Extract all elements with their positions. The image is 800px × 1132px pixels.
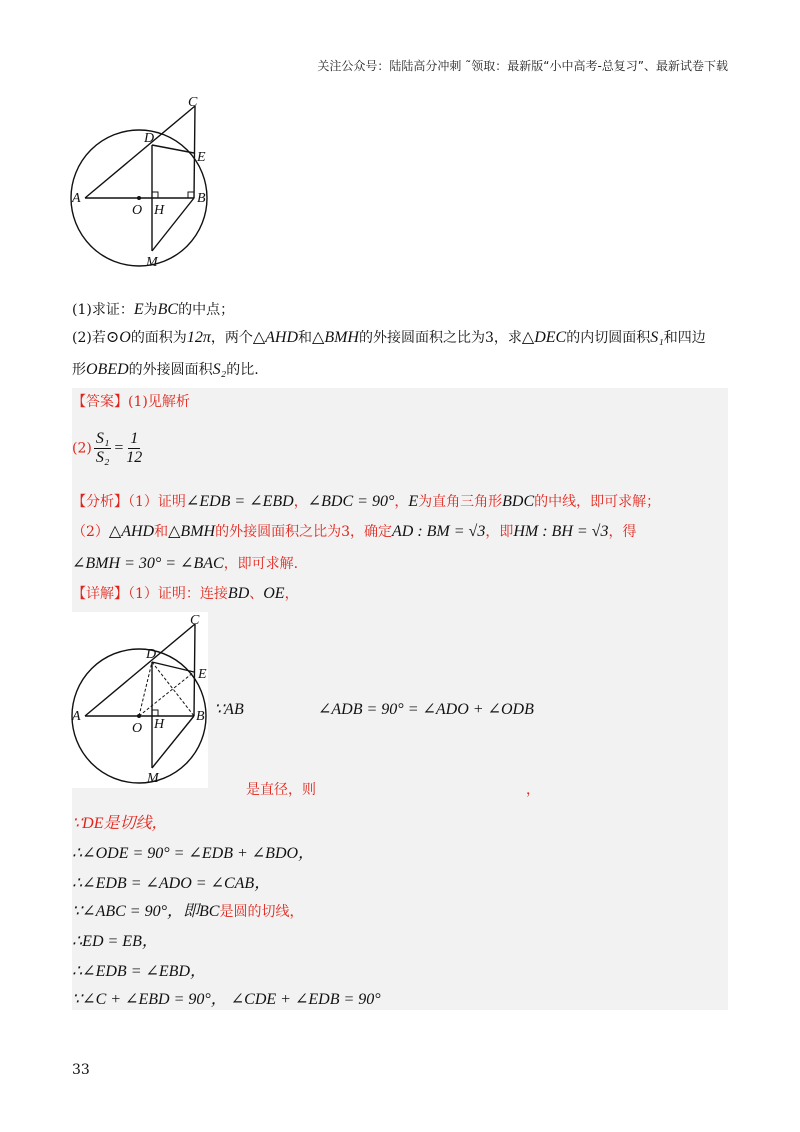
detail-line1: 【详解】（1）证明：连接BD、OE， — [72, 585, 299, 602]
answer-line1: 【答案】(1)见解析 — [72, 394, 190, 410]
analysis-line1: 【分析】（1）证明∠EDB = ∠EBD，∠BDC = 90°，E为直角三角形BDC的中线，即可求解； — [72, 493, 661, 510]
question-2-line1: (2)若⊙O的面积为12π，两个△AHD和△BMH的外接圆面积之比为3，求△DEC的内切圆面积S₁和四边 — [72, 329, 706, 346]
detail-row-ab: ∵AB — [214, 701, 244, 718]
answer-line2: (2) $\frac{\text{S₁}}{\text{S₂}}$ = $\frac{1}{12}$ — [72, 430, 143, 466]
label-B-2: B — [196, 709, 205, 724]
label-O: O — [132, 203, 143, 218]
label-A-2: A — [72, 709, 81, 724]
label-C-2: C — [190, 613, 200, 628]
analysis-line3: ∠BMH = 30° = ∠BAC，即可求解. — [72, 555, 299, 572]
detail-step-5: ∴ED = EB， — [72, 933, 158, 950]
label-M: M — [146, 255, 158, 270]
label-E: E — [197, 150, 206, 165]
page-header: 关注公众号：陆陆高分冲刺 ˜领取：最新版“小中高考-总复习”、最新试卷下载 — [317, 59, 728, 73]
geometry-figure-2 — [70, 612, 220, 790]
detail-step-2: ∴∠ODE = 90° = ∠EDB + ∠BDO， — [72, 845, 315, 862]
page-number: 33 — [72, 1062, 90, 1078]
label-M-2: M — [147, 771, 159, 786]
geometry-figure-1 — [70, 96, 220, 276]
label-C: C — [188, 96, 198, 110]
detail-row2-b: ， — [526, 782, 540, 798]
detail-step-6: ∴∠EDB = ∠EBD， — [72, 963, 206, 980]
label-D-2: D — [146, 647, 157, 662]
label-D: D — [144, 131, 155, 146]
detail-row2-a: 是直径，则 — [246, 782, 316, 798]
question-2-line2: 形OBED的外接圆面积S₂的比. — [72, 361, 259, 378]
label-B: B — [197, 191, 206, 206]
detail-step-4: ∵∠ABC = 90°，即BC是圆的切线， — [72, 903, 304, 920]
question-1: (1)求证：E为BC的中点； — [72, 301, 235, 318]
label-A: A — [72, 191, 81, 206]
label-E-2: E — [198, 667, 207, 682]
label-O-2: O — [132, 721, 143, 736]
detail-step-1: ∵DE是切线， — [72, 815, 168, 832]
analysis-line2: （2）△AHD和△BMH的外接圆面积之比为3，确定AD : BM = √3，即HM : BH = √3，得 — [72, 523, 637, 540]
detail-step-3: ∴∠EDB = ∠ADO = ∠CAB， — [72, 875, 271, 892]
label-H: H — [154, 203, 165, 218]
detail-step-7: ∵∠C + ∠EBD = 90°， ∠CDE + ∠EDB = 90° — [72, 991, 381, 1008]
detail-row-adb: ∠ADB = 90° = ∠ADO + ∠ODB — [318, 701, 534, 718]
label-H-2: H — [154, 717, 165, 732]
